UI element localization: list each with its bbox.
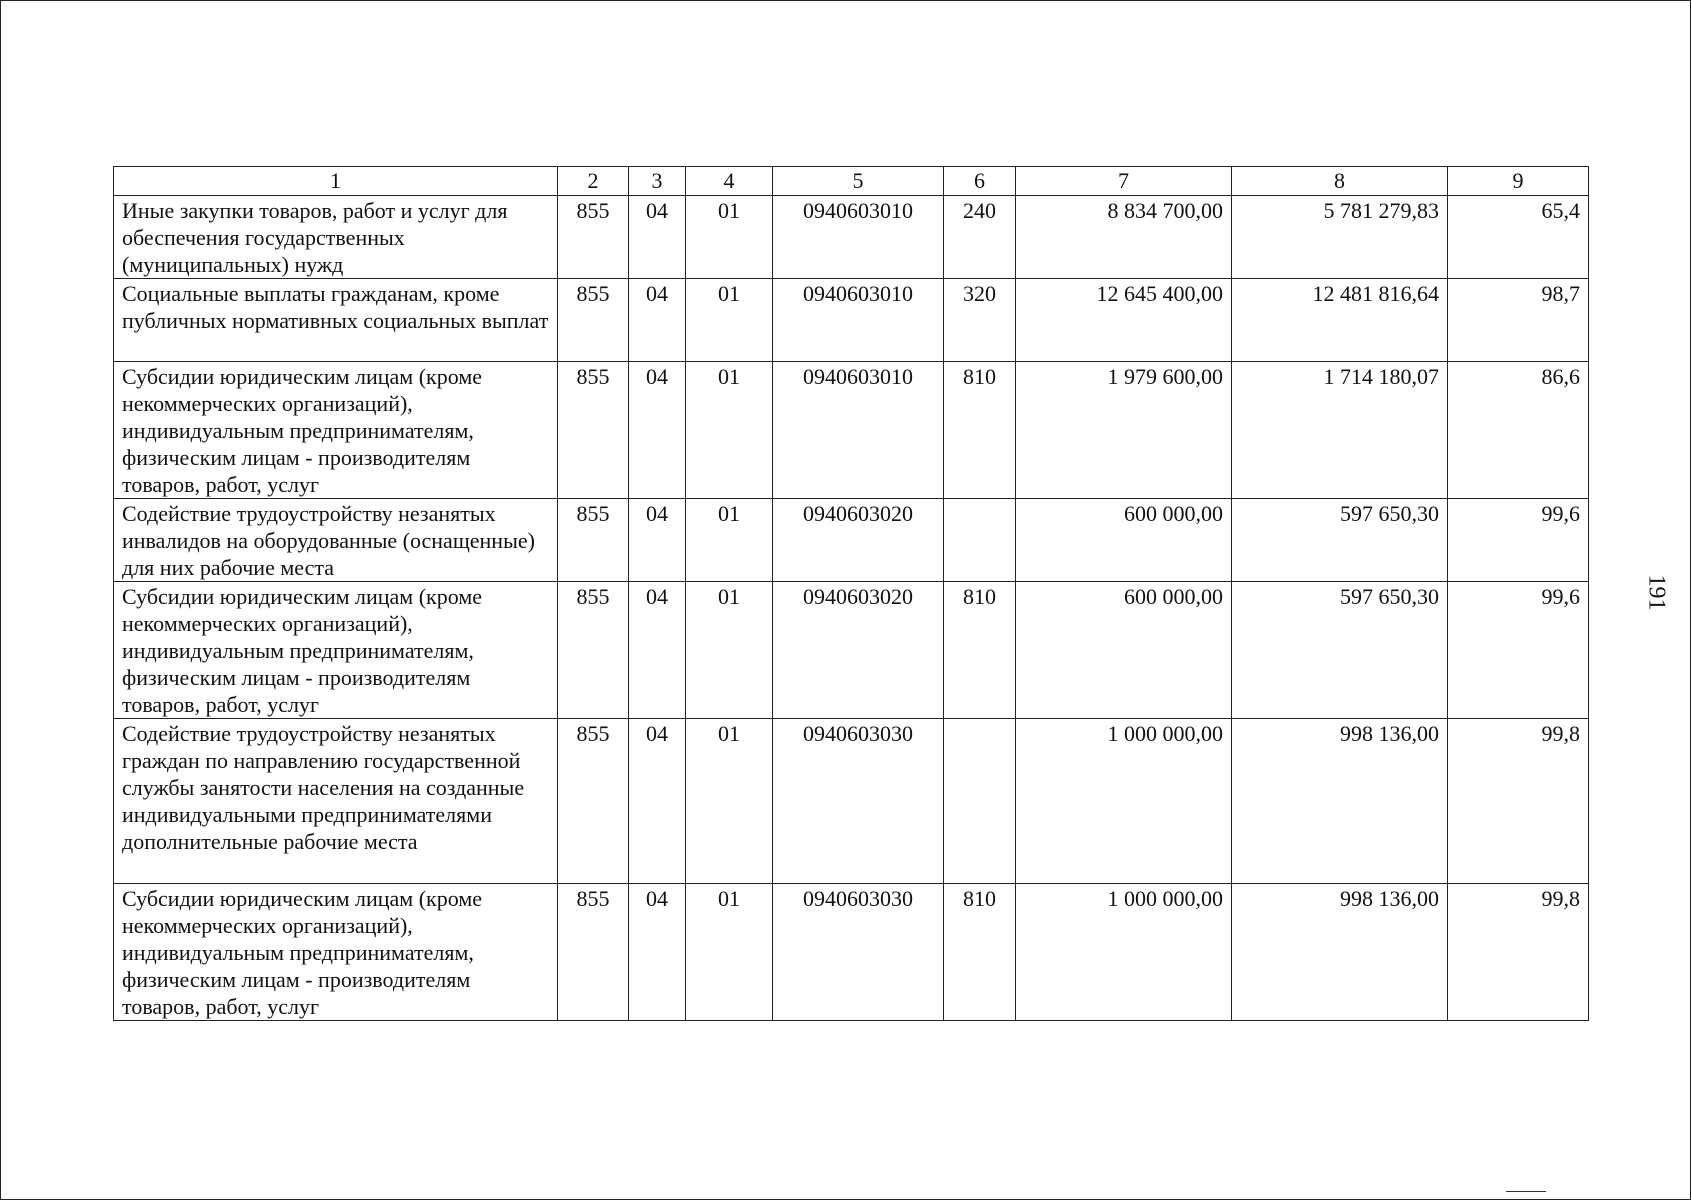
row-target-code: 0940603010 (773, 196, 944, 279)
column-header-1: 1 (114, 167, 558, 196)
row-percent: 98,7 (1448, 279, 1589, 362)
column-header-6: 6 (944, 167, 1016, 196)
page-number: 191 (1643, 574, 1670, 611)
row-percent: 99,6 (1448, 582, 1589, 719)
row-section-code: 04 (629, 884, 686, 1021)
table-row (114, 719, 1589, 884)
row-ministry-code: 855 (558, 499, 629, 582)
row-target-code: 0940603010 (773, 362, 944, 499)
row-percent: 99,6 (1448, 499, 1589, 582)
row-subsection-code: 01 (686, 362, 773, 499)
row-ministry-code: 855 (558, 884, 629, 1021)
row-description: Субсидии юридическим лицам (кроме некоммерческих организаций), индивидуальным предпринимателям, физическим лицам - производителям товаров, работ, услуг (114, 582, 558, 719)
table-header-row (114, 167, 1589, 196)
table-row (114, 582, 1589, 719)
row-section-code: 04 (629, 279, 686, 362)
row-description: Содействие трудоустройству незанятых граждан по направлению государственной службы занятости населения на созданные индивидуальными предпринимателями дополнительные рабочие места (114, 719, 558, 884)
row-percent: 65,4 (1448, 196, 1589, 279)
row-expense-type: 810 (944, 884, 1016, 1021)
row-target-code: 0940603030 (773, 884, 944, 1021)
row-description: Социальные выплаты гражданам, кроме публичных нормативных социальных выплат (114, 279, 558, 362)
row-expense-type: 240 (944, 196, 1016, 279)
table-row (114, 362, 1589, 499)
row-ministry-code: 855 (558, 719, 629, 884)
row-actual-amount: 998 136,00 (1232, 719, 1448, 884)
row-actual-amount: 597 650,30 (1232, 499, 1448, 582)
row-percent: 99,8 (1448, 719, 1589, 884)
scan-edge-mark (1506, 1191, 1546, 1192)
row-actual-amount: 597 650,30 (1232, 582, 1448, 719)
row-subsection-code: 01 (686, 499, 773, 582)
row-ministry-code: 855 (558, 196, 629, 279)
row-subsection-code: 01 (686, 582, 773, 719)
table-row (114, 499, 1589, 582)
table-row (114, 884, 1589, 1021)
column-header-5: 5 (773, 167, 944, 196)
table-row (114, 279, 1589, 362)
row-planned-amount: 1 000 000,00 (1016, 884, 1232, 1021)
row-subsection-code: 01 (686, 884, 773, 1021)
budget-table (113, 166, 1589, 1021)
column-header-8: 8 (1232, 167, 1448, 196)
row-ministry-code: 855 (558, 582, 629, 719)
row-subsection-code: 01 (686, 719, 773, 884)
row-planned-amount: 600 000,00 (1016, 582, 1232, 719)
row-actual-amount: 998 136,00 (1232, 884, 1448, 1021)
row-expense-type: 810 (944, 362, 1016, 499)
row-ministry-code: 855 (558, 279, 629, 362)
row-planned-amount: 600 000,00 (1016, 499, 1232, 582)
row-section-code: 04 (629, 362, 686, 499)
row-subsection-code: 01 (686, 196, 773, 279)
row-actual-amount: 5 781 279,83 (1232, 196, 1448, 279)
row-section-code: 04 (629, 196, 686, 279)
row-planned-amount: 8 834 700,00 (1016, 196, 1232, 279)
row-expense-type: 320 (944, 279, 1016, 362)
row-description: Иные закупки товаров, работ и услуг для обеспечения государственных (муниципальных) нужд (114, 196, 558, 279)
row-description: Содействие трудоустройству незанятых инвалидов на оборудованные (оснащенные) для них рабочие места (114, 499, 558, 582)
column-header-3: 3 (629, 167, 686, 196)
row-percent: 86,6 (1448, 362, 1589, 499)
row-subsection-code: 01 (686, 279, 773, 362)
row-ministry-code: 855 (558, 362, 629, 499)
row-section-code: 04 (629, 582, 686, 719)
row-planned-amount: 1 000 000,00 (1016, 719, 1232, 884)
column-header-7: 7 (1016, 167, 1232, 196)
row-target-code: 0940603010 (773, 279, 944, 362)
row-description: Субсидии юридическим лицам (кроме некоммерческих организаций), индивидуальным предпринимателям, физическим лицам - производителям товаров, работ, услуг (114, 884, 558, 1021)
row-actual-amount: 1 714 180,07 (1232, 362, 1448, 499)
row-planned-amount: 1 979 600,00 (1016, 362, 1232, 499)
column-header-4: 4 (686, 167, 773, 196)
row-percent: 99,8 (1448, 884, 1589, 1021)
column-header-9: 9 (1448, 167, 1589, 196)
row-actual-amount: 12 481 816,64 (1232, 279, 1448, 362)
row-expense-type (944, 719, 1016, 884)
row-expense-type (944, 499, 1016, 582)
row-target-code: 0940603020 (773, 499, 944, 582)
column-header-2: 2 (558, 167, 629, 196)
table-row (114, 196, 1589, 279)
row-section-code: 04 (629, 499, 686, 582)
row-section-code: 04 (629, 719, 686, 884)
row-target-code: 0940603030 (773, 719, 944, 884)
row-planned-amount: 12 645 400,00 (1016, 279, 1232, 362)
row-target-code: 0940603020 (773, 582, 944, 719)
row-description: Субсидии юридическим лицам (кроме некоммерческих организаций), индивидуальным предпринимателям, физическим лицам - производителям товаров, работ, услуг (114, 362, 558, 499)
row-expense-type: 810 (944, 582, 1016, 719)
